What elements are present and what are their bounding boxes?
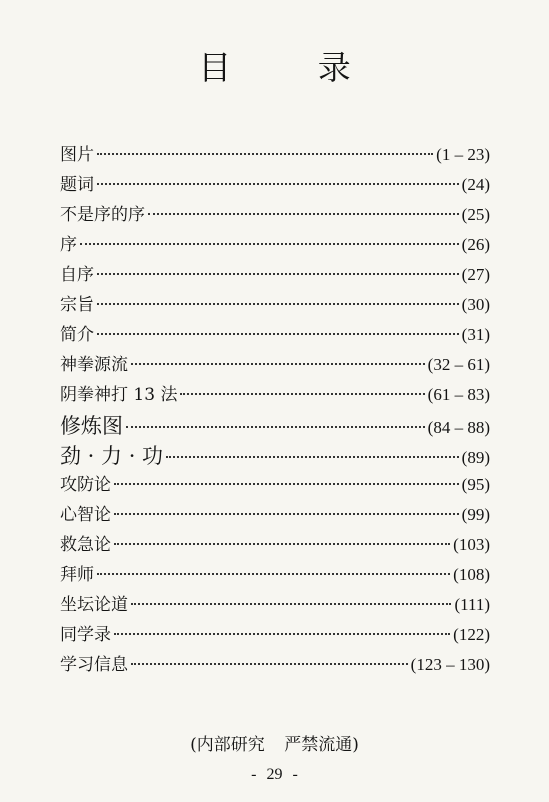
toc-entry-pages: (61 – 83) bbox=[427, 385, 490, 404]
toc-entry-pages: (27) bbox=[461, 265, 490, 284]
toc-entry-label: 修炼图 bbox=[60, 414, 123, 438]
toc-entry-pages: (122) bbox=[453, 625, 490, 644]
dot-leader bbox=[114, 513, 459, 515]
toc-entry-pages: (84 – 88) bbox=[427, 418, 490, 437]
toc-entry-pages: (99) bbox=[461, 505, 490, 524]
dot-leader bbox=[114, 543, 450, 545]
toc-entry-pages: (108) bbox=[453, 565, 490, 584]
dot-leader bbox=[114, 633, 450, 635]
dot-leader bbox=[97, 153, 433, 155]
toc-entry-author-preface bbox=[60, 260, 490, 290]
toc-entry-pages: (89) bbox=[461, 448, 490, 467]
toc-entry-label: 序 bbox=[60, 235, 77, 255]
toc-entry-label: 题词 bbox=[60, 175, 94, 195]
toc-entry-label: 同学录 bbox=[60, 625, 111, 645]
toc-entry-label: 阴拳神打 13 法 bbox=[60, 385, 178, 405]
dot-leader bbox=[148, 213, 459, 215]
toc-entry-label: 学习信息 bbox=[60, 655, 128, 675]
toc-entry-first-aid bbox=[60, 530, 490, 560]
toc-entry-pages: (25) bbox=[461, 205, 490, 224]
toc-entry-origins bbox=[60, 350, 490, 380]
toc-entry-jin-li-gong bbox=[60, 440, 490, 470]
dot-leader bbox=[80, 243, 459, 245]
toc-entry-pages: (31) bbox=[461, 325, 490, 344]
toc-entry-classmates bbox=[60, 620, 490, 650]
dot-leader bbox=[97, 303, 459, 305]
toc-entry-pages: (30) bbox=[461, 295, 490, 314]
dot-leader bbox=[131, 603, 451, 605]
toc-entry-not-a-preface bbox=[60, 200, 490, 230]
page-title: 目 录 bbox=[198, 48, 389, 87]
dot-leader bbox=[97, 183, 459, 185]
toc-entry-inscription bbox=[60, 170, 490, 200]
toc-entry-study-info bbox=[60, 650, 490, 680]
dot-leader bbox=[166, 456, 459, 458]
toc-entry-discipleship bbox=[60, 560, 490, 590]
toc-entry-introduction bbox=[60, 320, 490, 350]
toc-entry-pages: (103) bbox=[453, 535, 490, 554]
toc-entry-discourse bbox=[60, 590, 490, 620]
toc-entry-label: 攻防论 bbox=[60, 475, 111, 495]
toc-entry-label: 劲 · 力 · 功 bbox=[60, 444, 164, 468]
dot-leader bbox=[180, 393, 424, 395]
toc-entry-label: 心智论 bbox=[60, 505, 111, 525]
toc-entry-pages: (1 – 23) bbox=[436, 145, 490, 164]
toc-entry-label: 图片 bbox=[60, 145, 94, 165]
toc-entry-13-methods bbox=[60, 380, 490, 410]
table-of-contents bbox=[60, 140, 490, 680]
toc-entry-label: 宗旨 bbox=[60, 295, 94, 315]
toc-entry-label: 神拳源流 bbox=[60, 355, 128, 375]
toc-entry-label: 坐坛论道 bbox=[60, 595, 128, 615]
toc-entry-label: 自序 bbox=[60, 265, 94, 285]
toc-entry-pages: (32 – 61) bbox=[427, 355, 490, 374]
dot-leader bbox=[131, 663, 408, 665]
toc-entry-pages: (111) bbox=[454, 595, 490, 614]
toc-entry-pages: (24) bbox=[461, 175, 490, 194]
circulation-note: (内部研究 严禁流通) bbox=[190, 735, 359, 755]
toc-entry-pages: (123 – 130) bbox=[410, 655, 490, 674]
dot-leader bbox=[126, 426, 425, 428]
toc-entry-label: 不是序的序 bbox=[60, 205, 145, 225]
dot-leader bbox=[97, 333, 459, 335]
toc-entry-pages: (26) bbox=[461, 235, 490, 254]
page-number: - 29 - bbox=[251, 766, 298, 783]
dot-leader bbox=[114, 483, 459, 485]
toc-entry-purpose bbox=[60, 290, 490, 320]
toc-entry-pictures bbox=[60, 140, 490, 170]
toc-entry-attack-defense bbox=[60, 470, 490, 500]
toc-entry-training-diagrams bbox=[60, 410, 490, 440]
dot-leader bbox=[131, 363, 425, 365]
toc-entry-label: 拜师 bbox=[60, 565, 94, 585]
toc-entry-label: 救急论 bbox=[60, 535, 111, 555]
dot-leader bbox=[97, 273, 459, 275]
toc-entry-pages: (95) bbox=[461, 475, 490, 494]
toc-entry-preface bbox=[60, 230, 490, 260]
dot-leader bbox=[97, 573, 450, 575]
toc-entry-label: 简介 bbox=[60, 325, 94, 345]
toc-entry-mind-wisdom bbox=[60, 500, 490, 530]
